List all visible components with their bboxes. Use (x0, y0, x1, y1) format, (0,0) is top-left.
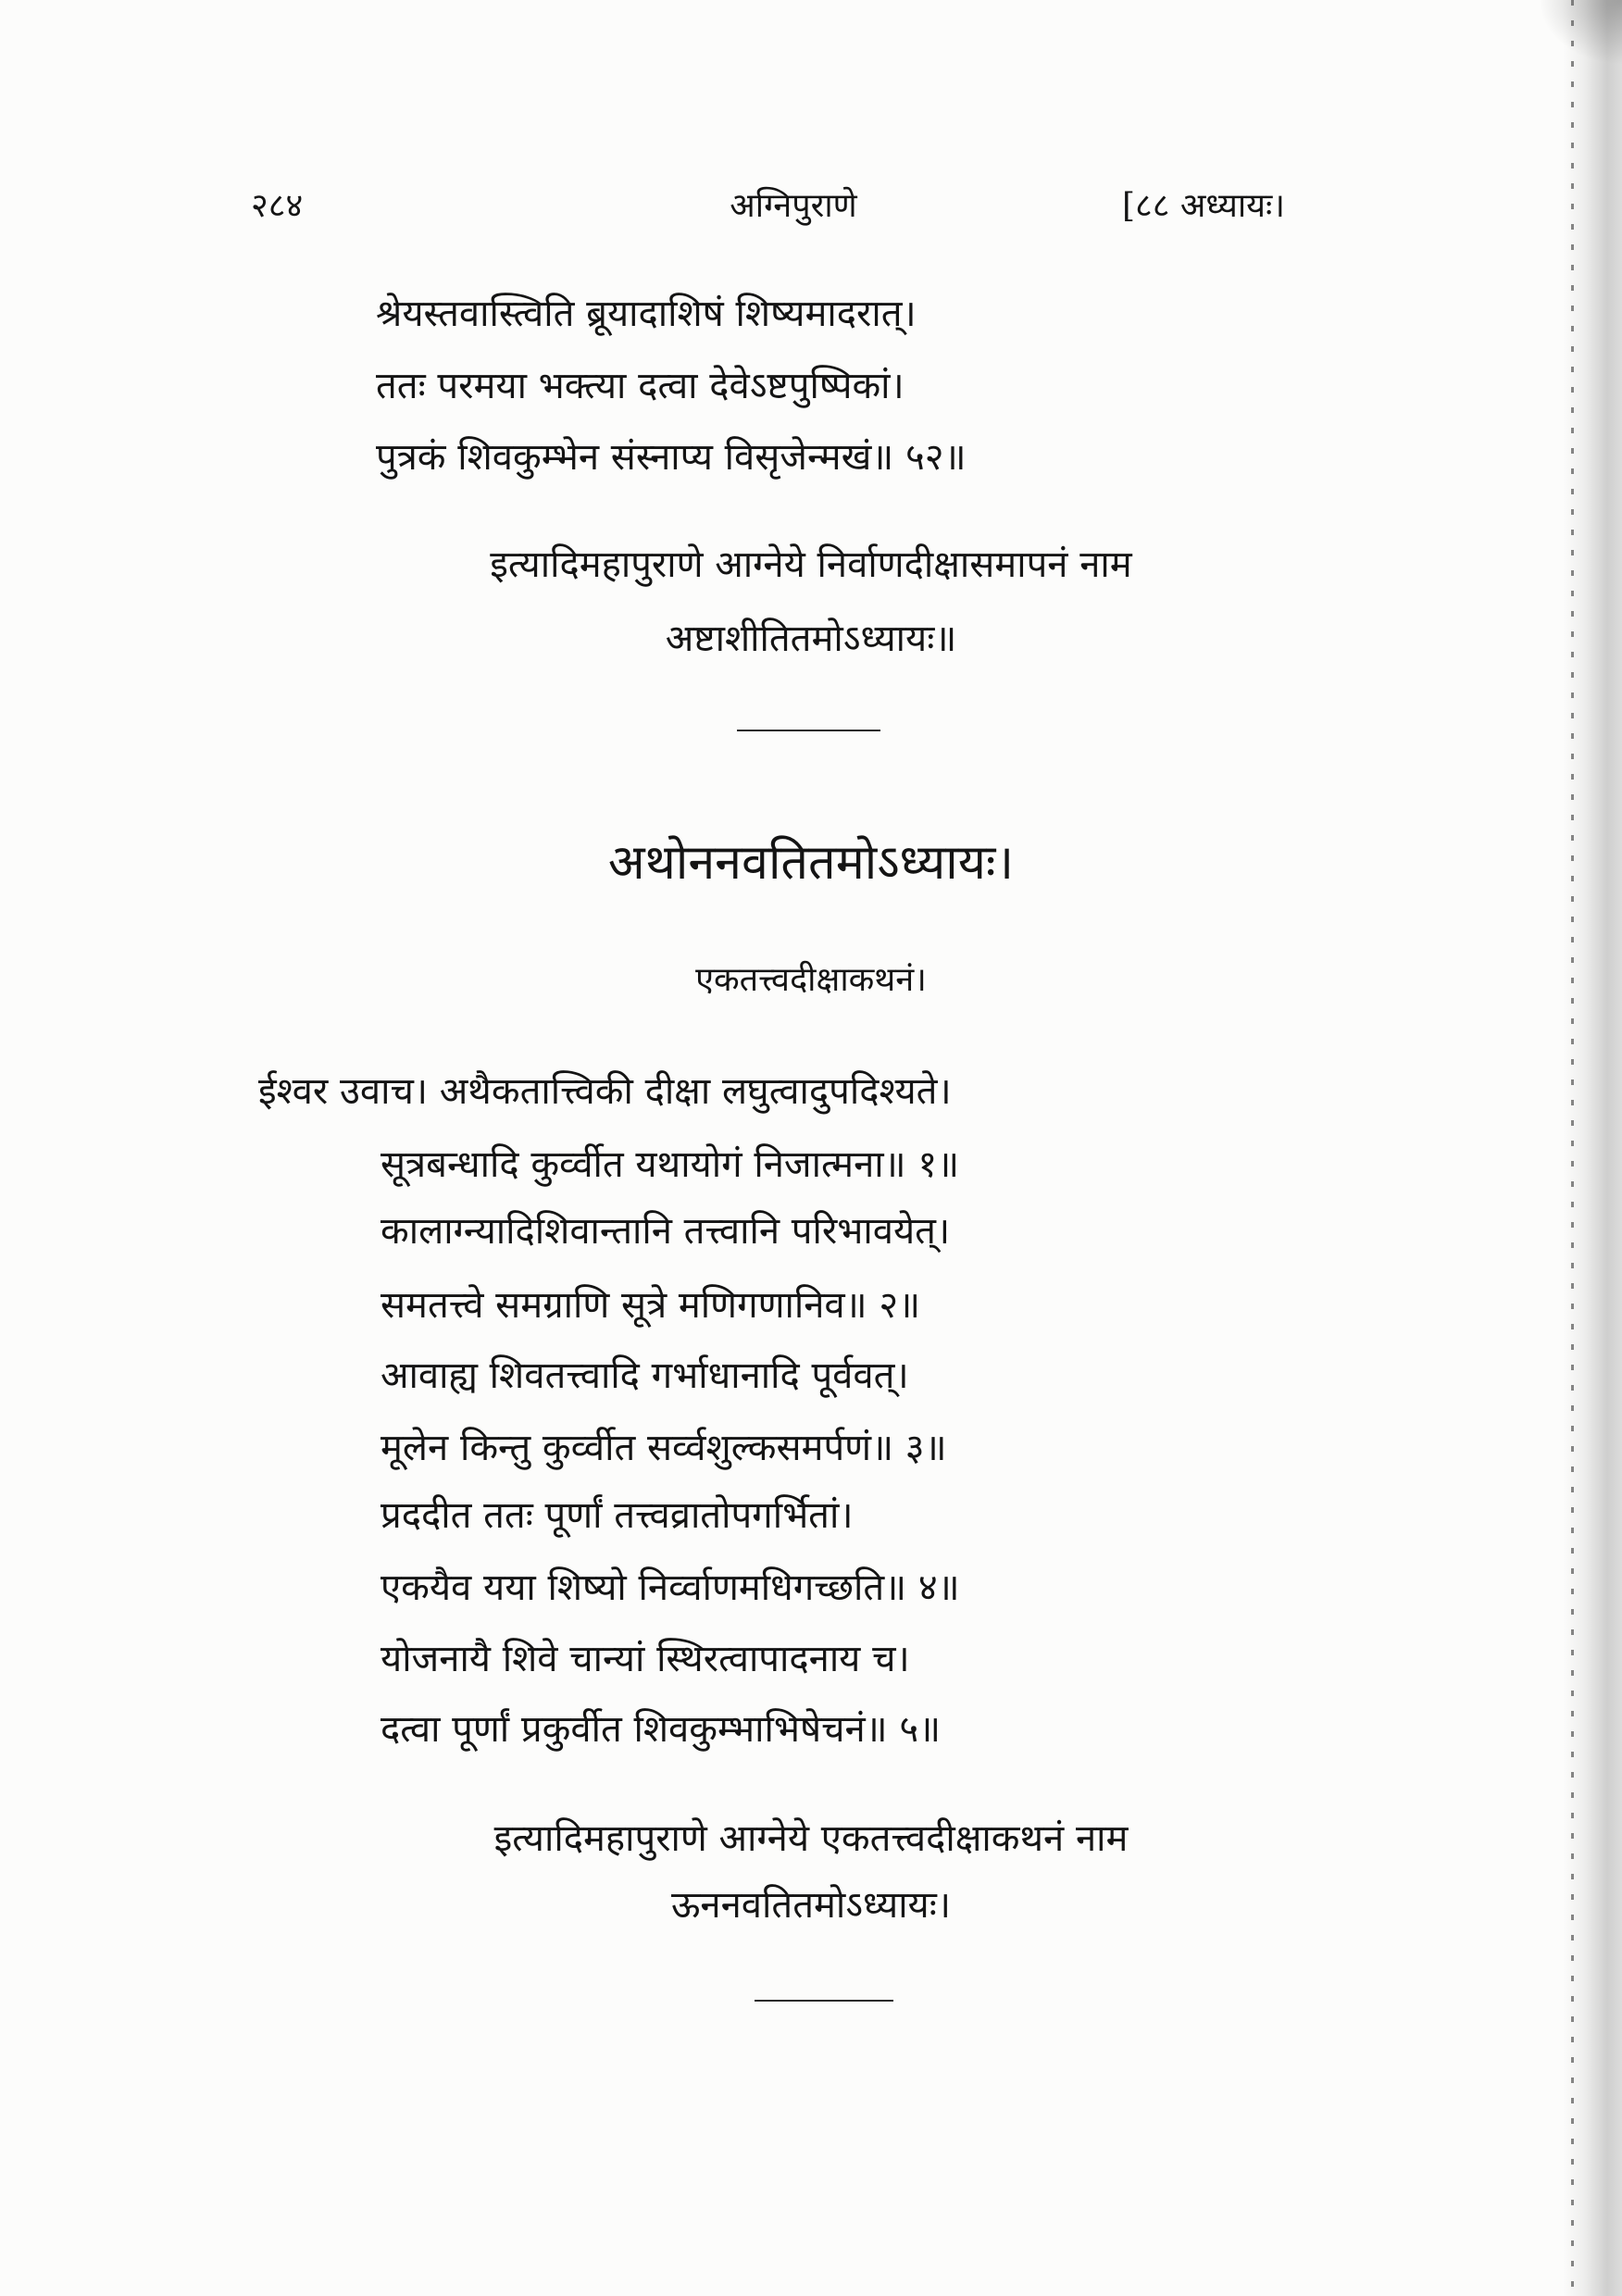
running-title: अग्निपुराणे (730, 187, 857, 225)
colophon-line: इत्यादिमहापुराणे आग्नेये निर्वाणदीक्षासमापनं नाम (490, 543, 1132, 586)
verse-line: आवाह्य शिवतत्त्वादि गर्भाधानादि पूर्ववत्। (381, 1354, 909, 1397)
page-number: २८४ (251, 187, 304, 225)
verse-line: पुत्रकं शिवकुम्भेन संस्नाप्य विसृजेन्मखं॥ ५२॥ (376, 436, 967, 479)
colophon-line: ऊननवतितमोऽध्यायः। (671, 1884, 951, 1927)
chapter-reference: [८८ अध्यायः। (1122, 187, 1285, 225)
section-divider (737, 730, 880, 731)
verse-line: प्रददीत ततः पूर्णां तत्त्वव्रातोपगर्भितां। (381, 1494, 854, 1537)
scan-edge-specks (1571, 0, 1574, 2296)
chapter-heading: अथोननवतितमोऽध्यायः। (607, 835, 1015, 891)
verse-line: मूलेन किन्तु कुर्व्वीत सर्व्वशुल्कसमर्पणं॥ ३॥ (381, 1427, 947, 1469)
verse-line: दत्वा पूर्णां प्रकुर्वीत शिवकुम्भाभिषेचनं॥ ५॥ (381, 1708, 942, 1751)
verse-line: कालाग्न्यादिशिवान्तानि तत्त्वानि परिभावयेत्। (381, 1210, 951, 1253)
section-divider (755, 2000, 893, 2002)
verse-line: सूत्रबन्धादि कुर्व्वीत यथायोगं निजात्मना॥ १॥ (381, 1143, 960, 1186)
verse-line: ततः परमया भक्त्या दत्वा देवेऽष्टपुष्पिकां। (376, 365, 905, 407)
scan-corner-smudge (1539, 0, 1622, 65)
verse-line: श्रेयस्तवास्त्विति ब्रूयादाशिषं शिष्यमादरात्। (376, 293, 917, 335)
chapter-subheading: एकतत्त्वदीक्षाकथनं। (695, 961, 927, 999)
verse-line: योजनायै शिवे चान्यां स्थिरत्वापादनाय च। (381, 1638, 910, 1680)
verse-line: समतत्त्वे समग्राणि सूत्रे मणिगणानिव॥ २॥ (381, 1284, 921, 1327)
colophon-line: इत्यादिमहापुराणे आग्नेये एकतत्त्वदीक्षाकथनं नाम (493, 1817, 1129, 1860)
verse-line: ईश्वर उवाच। अथैकतात्त्विकी दीक्षा लघुत्वादुपदिश्यते। (258, 1070, 952, 1113)
verse-line: एकयैव यया शिष्यो निर्व्वाणमधिगच्छति॥ ४॥ (381, 1566, 960, 1609)
colophon-line: अष्टाशीतितमोऽध्यायः॥ (665, 618, 957, 660)
